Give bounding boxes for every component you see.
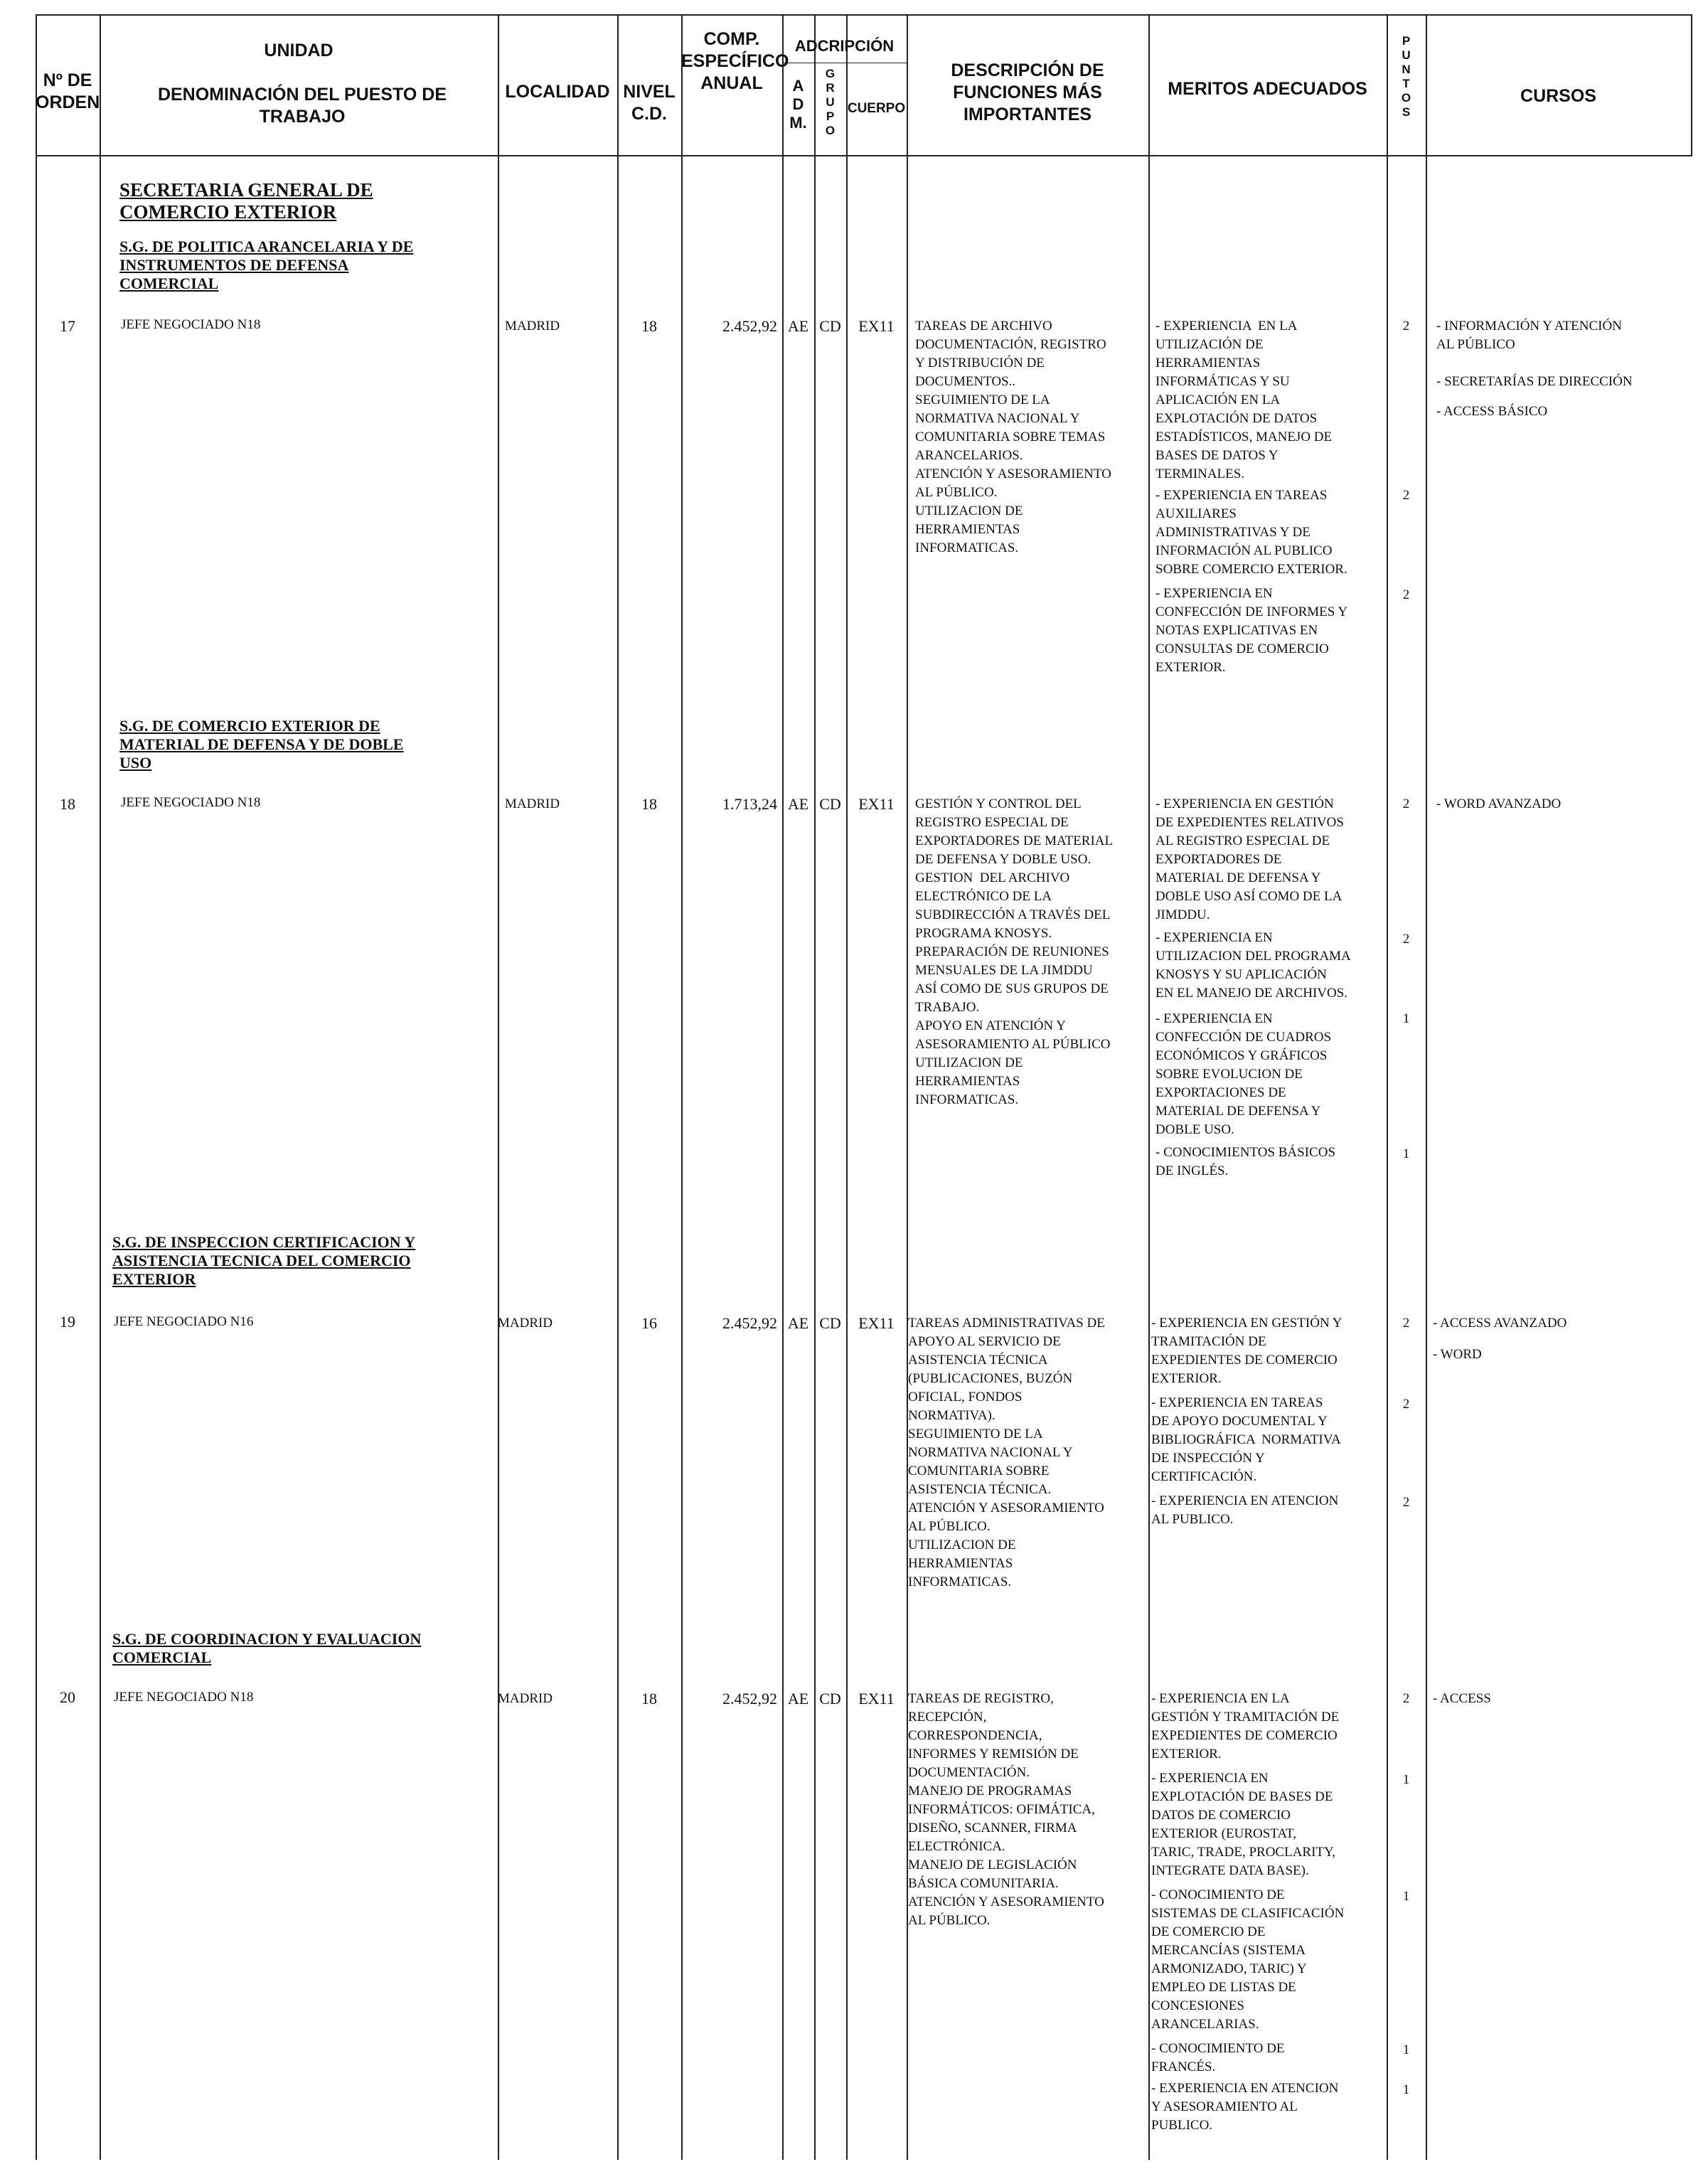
table-row-funciones: TAREAS DE ARCHIVO DOCUMENTACIÓN, REGISTRO Y DISTRIBUCIÓN DE DOCUMENTOS.. SEGUIMIENTO DE LA NORMATIVA NACIONAL Y COMUNITARIA SOBRE TEMAS ARANCELARIOS. ATENCIÓN Y ASESORAMIENTO AL PÚBLICO. UTILIZACION DE HERRAMIENTAS INFORMATICAS. bbox=[915, 319, 1111, 555]
header-adm: A D M. bbox=[789, 77, 807, 132]
table-row-denominacion: JEFE NEGOCIADO N18 bbox=[121, 795, 261, 810]
section-subtitle: S.G. DE POLITICA ARANCELARIA Y DE INSTRUMENTOS DE DEFENSA COMERCIAL bbox=[119, 238, 414, 292]
col-border-2 bbox=[498, 14, 499, 2160]
table-row-orden: 19 bbox=[60, 1313, 75, 1331]
table-row-comp: 2.452,92 bbox=[722, 1690, 777, 1707]
header-puntos: P U N T O S bbox=[1401, 34, 1411, 119]
table-row-adm: AE bbox=[787, 1314, 809, 1332]
table-row-nivel: 18 bbox=[641, 317, 657, 335]
curso-item: - WORD AVANZADO bbox=[1436, 796, 1562, 811]
merito-item: - EXPERIENCIA EN ATENCION Y ASESORAMIENTO AL PUBLICO. bbox=[1151, 2081, 1339, 2133]
table-row-denominacion: JEFE NEGOCIADO N18 bbox=[114, 1690, 254, 1705]
header-nivel: NIVEL C.D. bbox=[623, 82, 676, 124]
merito-puntos: 1 bbox=[1402, 1889, 1410, 1904]
table-row-localidad: MADRID bbox=[505, 319, 560, 334]
merito-item: - EXPERIENCIA EN LA UTILIZACIÓN DE HERRAMIENTAS INFORMÁTICAS Y SU APLICACIÓN EN LA EXPLOTACIÓN DE DATOS ESTADÍSTICOS, MANEJO DE BASES DE DATOS Y TERMINALES. bbox=[1155, 319, 1333, 481]
merito-puntos: 1 bbox=[1402, 1011, 1410, 1026]
curso-item: - ACCESS AVANZADO bbox=[1433, 1316, 1567, 1331]
table-row-adm: AE bbox=[787, 795, 809, 813]
merito-item: - EXPERIENCIA EN LA GESTIÓN Y TRAMITACIÓN DE EXPEDIENTES DE COMERCIO EXTERIOR. bbox=[1151, 1691, 1340, 1762]
table-row-orden: 20 bbox=[60, 1688, 75, 1706]
table-row-cuerpo: EX11 bbox=[858, 317, 895, 335]
merito-puntos: 2 bbox=[1402, 488, 1410, 503]
table-row-grupo: CD bbox=[819, 317, 841, 335]
col-border-6 bbox=[814, 14, 816, 2160]
merito-item: - EXPERIENCIA EN TAREAS AUXILIARES ADMINISTRATIVAS Y DE INFORMACIÓN AL PUBLICO SOBRE COMERCIO EXTERIOR. bbox=[1155, 488, 1347, 577]
merito-item: - CONOCIMIENTOS BÁSICOS DE INGLÉS. bbox=[1155, 1145, 1336, 1178]
table-row-funciones: GESTIÓN Y CONTROL DEL REGISTRO ESPECIAL DE EXPORTADORES DE MATERIAL DE DEFENSA Y DOBLE USO. GESTION DEL ARCHIVO ELECTRÓNICO DE LA SUBDIRECCIÓN A TRAVÉS DEL PROGRAMA KNOSYS. PREPARACIÓN DE REUNIONES MENSUALES DE LA JIMDDU ASÍ COMO DE SUS GRUPOS DE TRABAJO. APOYO EN ATENCIÓN Y ASESORAMIENTO AL PÚBLICO UTILIZACION DE HERRAMIENTAS INFORMATICAS. bbox=[915, 796, 1114, 1107]
section-subtitle: S.G. DE COORDINACION Y EVALUACION COMERCIAL bbox=[112, 1630, 422, 1666]
col-border-5 bbox=[782, 14, 784, 2160]
header-comp: COMP. ESPECÍFICO ANUAL bbox=[681, 29, 789, 93]
merito-puntos: 1 bbox=[1402, 1146, 1410, 1161]
table-row-funciones: TAREAS DE REGISTRO, RECEPCIÓN, CORRESPONDENCIA, INFORMES Y REMISIÓN DE DOCUMENTACIÓN. MANEJO DE PROGRAMAS INFORMÁTICOS: OFIMÁTICA, DISEÑO, SCANNER, FIRMA ELECTRÓNICA. MANEJO DE LEGISLACIÓN BÁSICA COMUNITARIA. ATENCIÓN Y ASESORAMIENTO AL PÚBLICO. bbox=[908, 1691, 1104, 1928]
table-row-comp: 1.713,24 bbox=[722, 795, 777, 813]
merito-puntos: 2 bbox=[1402, 1691, 1410, 1706]
table-row-cuerpo: EX11 bbox=[858, 1690, 895, 1707]
table-row-comp: 2.452,92 bbox=[722, 317, 777, 335]
col-border-7 bbox=[846, 14, 848, 2160]
table-row-cuerpo: EX11 bbox=[858, 1314, 895, 1332]
header-bottom-border bbox=[36, 155, 1691, 156]
merito-puntos: 1 bbox=[1402, 2082, 1410, 2097]
header-localidad: LOCALIDAD bbox=[505, 82, 610, 102]
table-row-grupo: CD bbox=[819, 1314, 841, 1332]
table-row-localidad: MADRID bbox=[498, 1691, 553, 1706]
header-unidad: UNIDAD bbox=[264, 41, 333, 60]
table-row-nivel: 18 bbox=[641, 795, 657, 813]
col-border-1 bbox=[100, 14, 101, 2160]
header-grupo: G R U P O bbox=[825, 67, 836, 137]
curso-item: - WORD bbox=[1433, 1347, 1482, 1362]
table-top-border bbox=[36, 14, 1691, 16]
table-row-nivel: 16 bbox=[641, 1314, 657, 1332]
curso-item: - INFORMACIÓN Y ATENCIÓN AL PÚBLICO bbox=[1436, 319, 1622, 352]
col-border-9 bbox=[1148, 14, 1150, 2160]
merito-item: - CONOCIMIENTO DE FRANCÉS. bbox=[1151, 2041, 1285, 2074]
table-row-comp: 2.452,92 bbox=[722, 1314, 777, 1332]
table-row-adm: AE bbox=[787, 317, 809, 335]
col-border-0 bbox=[36, 14, 37, 2160]
table-row-localidad: MADRID bbox=[505, 796, 560, 811]
merito-item: - EXPERIENCIA EN EXPLOTACIÓN DE BASES DE DATOS DE COMERCIO EXTERIOR (EUROSTAT, TARIC, TRADE, PROCLARITY, INTEGRATE DATA BASE). bbox=[1151, 1771, 1336, 1878]
table-row-denominacion: JEFE NEGOCIADO N18 bbox=[121, 317, 261, 332]
col-border-12 bbox=[1691, 14, 1692, 156]
table-row-adm: AE bbox=[787, 1690, 809, 1707]
section-subtitle: S.G. DE INSPECCION CERTIFICACION Y ASISTENCIA TECNICA DEL COMERCIO EXTERIOR bbox=[112, 1233, 416, 1288]
section-subtitle: S.G. DE COMERCIO EXTERIOR DE MATERIAL DE DEFENSA Y DE DOBLE USO bbox=[119, 717, 404, 772]
merito-item: - EXPERIENCIA EN CONFECCIÓN DE INFORMES Y NOTAS EXPLICATIVAS EN CONSULTAS DE COMERCIO EXTERIOR. bbox=[1155, 586, 1348, 675]
merito-item: - EXPERIENCIA EN GESTIÓN Y TRAMITACIÓN DE EXPEDIENTES DE COMERCIO EXTERIOR. bbox=[1151, 1316, 1343, 1386]
table-row-grupo: CD bbox=[819, 1690, 841, 1707]
merito-puntos: 1 bbox=[1402, 1772, 1410, 1787]
curso-item: - SECRETARÍAS DE DIRECCIÓN bbox=[1436, 374, 1633, 389]
table-row-localidad: MADRID bbox=[498, 1316, 553, 1331]
table-row-cuerpo: EX11 bbox=[858, 795, 895, 813]
merito-item: - CONOCIMIENTO DE SISTEMAS DE CLASIFICACIÓN DE COMERCIO DE MERCANCÍAS (SISTEMA ARMONIZADO, TARIC) Y EMPLEO DE LISTAS DE CONCESIONES ARANCELARIAS. bbox=[1151, 1887, 1345, 2032]
merito-item: - EXPERIENCIA EN ATENCION AL PUBLICO. bbox=[1151, 1493, 1339, 1527]
merito-item: - EXPERIENCIA EN CONFECCIÓN DE CUADROS ECONÓMICOS Y GRÁFICOS SOBRE EVOLUCION DE EXPORTACIONES DE MATERIAL DE DEFENSA Y DOBLE USO. bbox=[1155, 1011, 1332, 1137]
header-adscripcion: ADCRIPCIÓN bbox=[794, 37, 895, 55]
header-orden: Nº DE ORDEN bbox=[36, 70, 100, 112]
col-border-4 bbox=[681, 14, 683, 2160]
merito-item: - EXPERIENCIA EN TAREAS DE APOYO DOCUMENTAL Y BIBLIOGRÁFICA NORMATIVA DE INSPECCIÓN Y CERTIFICACIÓN. bbox=[1151, 1395, 1341, 1484]
merito-puntos: 2 bbox=[1402, 1316, 1410, 1331]
merito-puntos: 2 bbox=[1402, 796, 1410, 811]
table-row-nivel: 18 bbox=[641, 1690, 657, 1707]
merito-puntos: 2 bbox=[1402, 319, 1410, 334]
section-title: SECRETARIA GENERAL DE COMERCIO EXTERIOR bbox=[119, 179, 373, 223]
merito-puntos: 2 bbox=[1402, 1495, 1410, 1510]
table-row-orden: 17 bbox=[60, 317, 75, 335]
merito-puntos: 1 bbox=[1402, 2042, 1410, 2057]
table-row-grupo: CD bbox=[819, 795, 841, 813]
header-denominacion: DENOMINACIÓN DEL PUESTO DE TRABAJO bbox=[157, 85, 447, 127]
header-meritos: MERITOS ADECUADOS bbox=[1168, 79, 1367, 99]
merito-puntos: 2 bbox=[1402, 587, 1410, 602]
col-border-3 bbox=[617, 14, 619, 2160]
curso-item: - ACCESS bbox=[1433, 1691, 1491, 1706]
col-border-11 bbox=[1426, 14, 1427, 2160]
table-row-funciones: TAREAS ADMINISTRATIVAS DE APOYO AL SERVICIO DE ASISTENCIA TÉCNICA (PUBLICACIONES, BUZÓN OFICIAL, FONDOS NORMATIVA). SEGUIMIENTO DE LA NORMATIVA NACIONAL Y COMUNITARIA SOBRE ASISTENCIA TÉCNICA. ATENCIÓN Y ASESORAMIENTO AL PÚBLICO. UTILIZACION DE HERRAMIENTAS INFORMATICAS. bbox=[908, 1316, 1105, 1589]
merito-item: - EXPERIENCIA EN GESTIÓN DE EXPEDIENTES RELATIVOS AL REGISTRO ESPECIAL DE EXPORTADORES DE MATERIAL DE DEFENSA Y DOBLE USO ASÍ COMO DE LA JIMDDU. bbox=[1155, 796, 1344, 922]
header-cuerpo: CUERPO bbox=[847, 101, 906, 116]
header-funciones: DESCRIPCIÓN DE FUNCIONES MÁS IMPORTANTES bbox=[951, 60, 1104, 124]
merito-item: - EXPERIENCIA EN UTILIZACION DEL PROGRAMA KNOSYS Y SU APLICACIÓN EN EL MANEJO DE ARCHIVOS. bbox=[1155, 930, 1351, 1001]
table-row-orden: 18 bbox=[60, 795, 75, 813]
merito-puntos: 2 bbox=[1402, 932, 1410, 947]
col-border-10 bbox=[1387, 14, 1388, 2160]
curso-item: - ACCESS BÁSICO bbox=[1436, 404, 1548, 419]
header-cursos: CURSOS bbox=[1520, 86, 1596, 106]
merito-puntos: 2 bbox=[1402, 1397, 1410, 1412]
table-row-denominacion: JEFE NEGOCIADO N16 bbox=[114, 1314, 254, 1329]
